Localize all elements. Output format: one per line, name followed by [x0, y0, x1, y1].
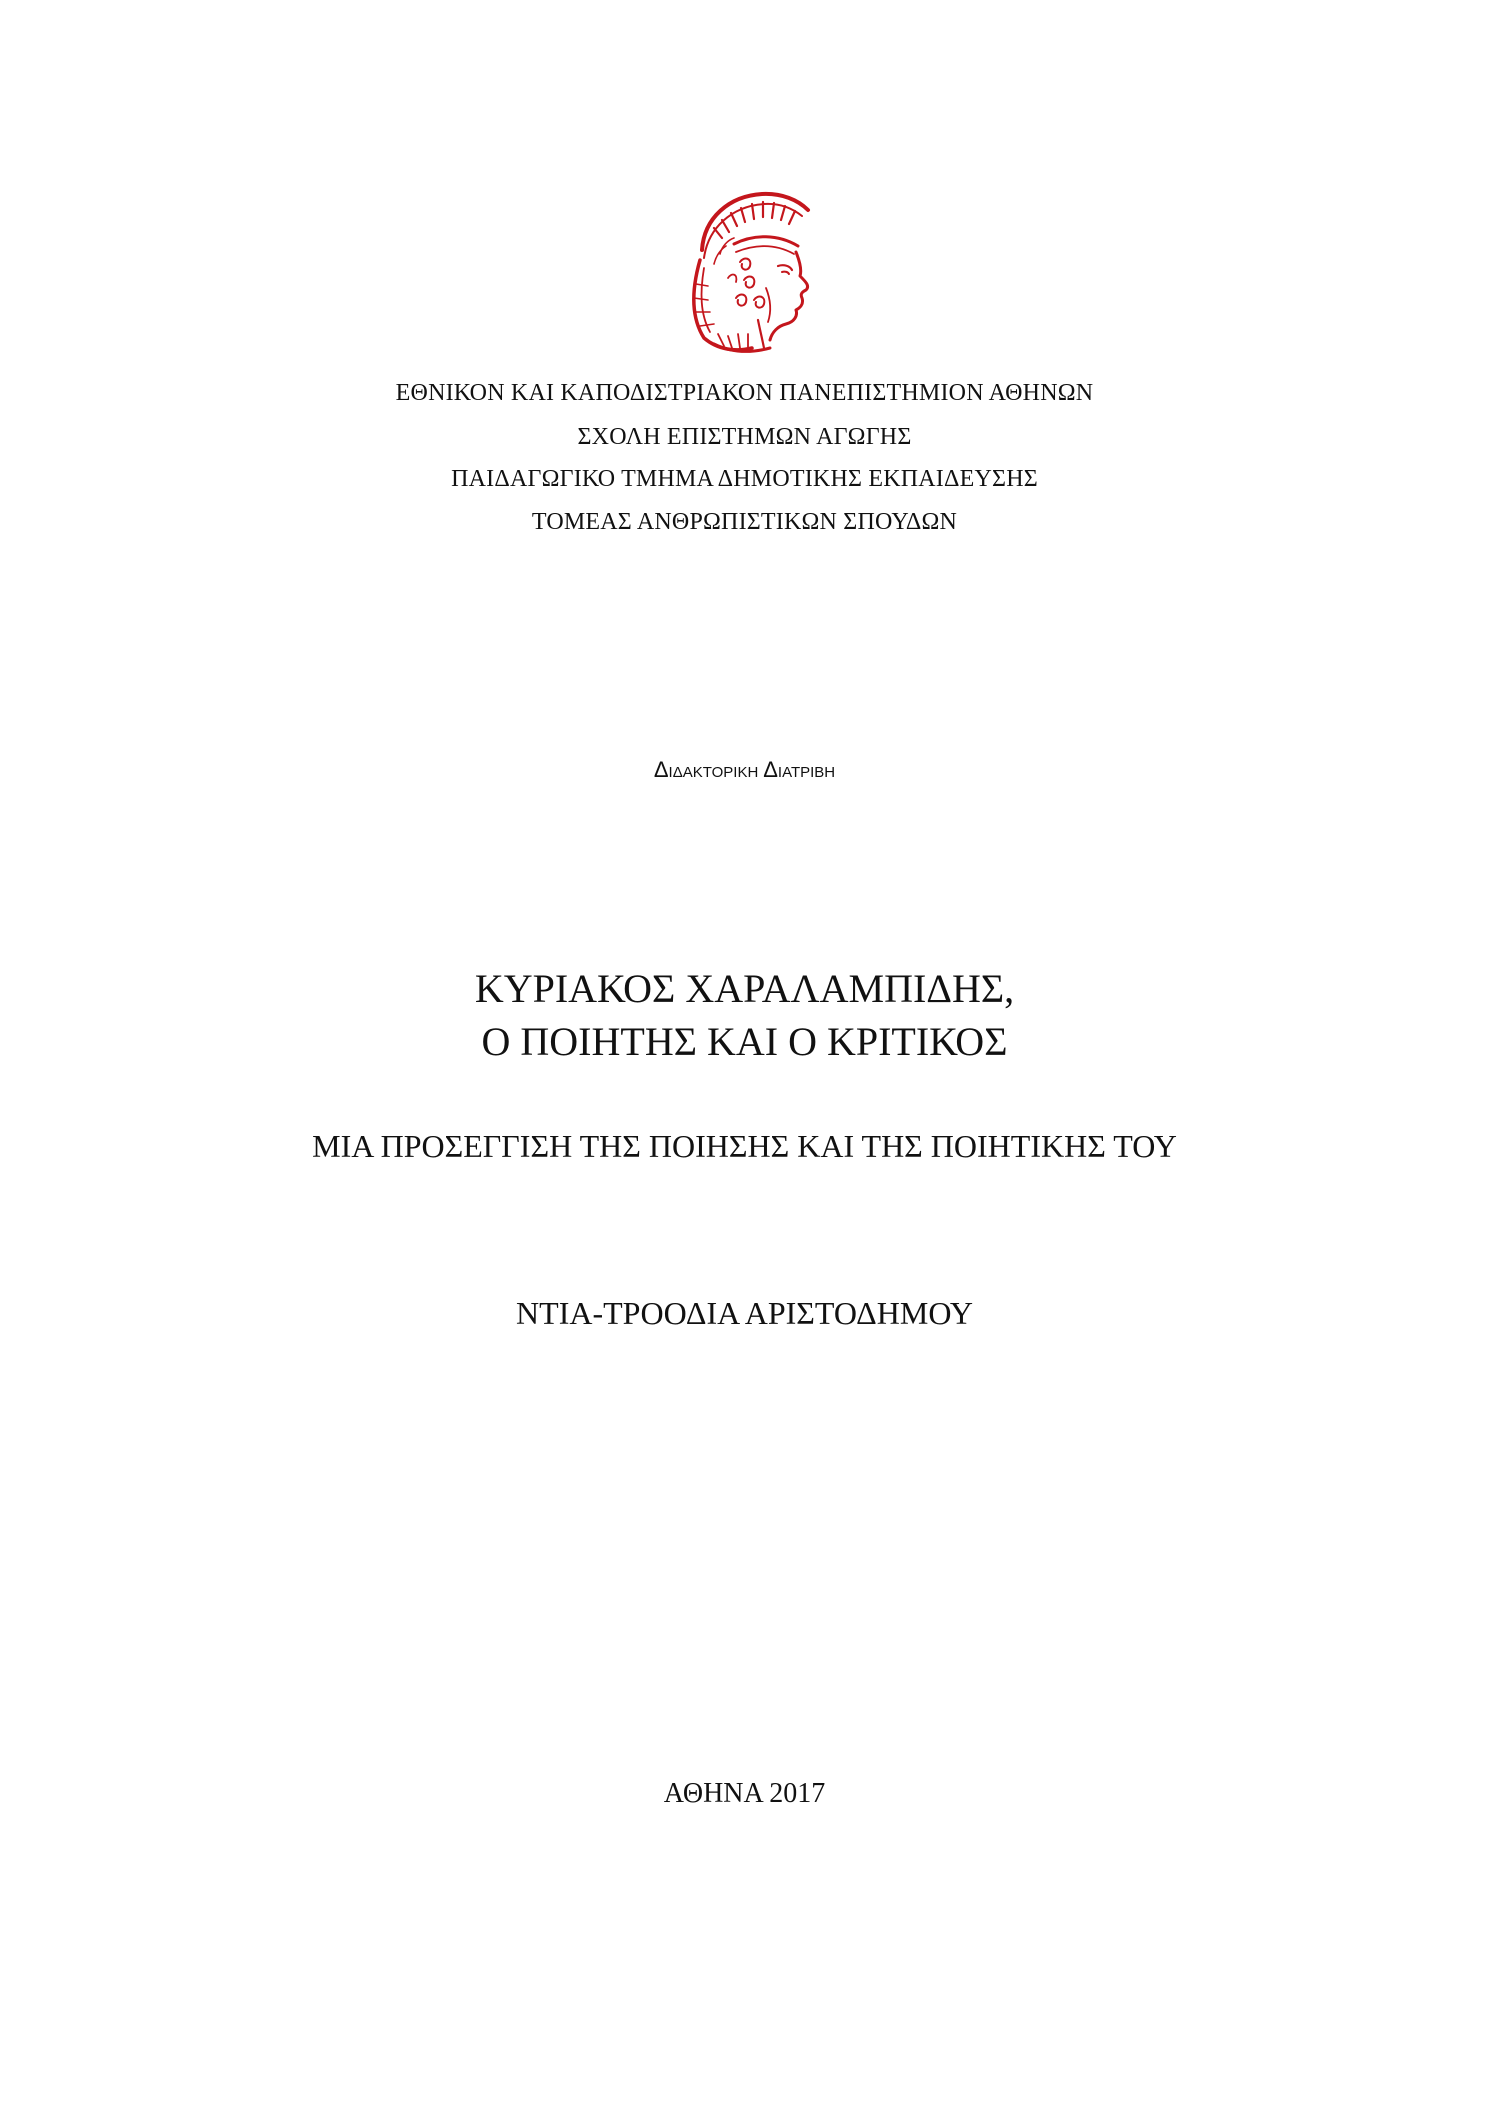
university-name: ΕΘΝΙΚΟΝ ΚΑΙ ΚΑΠΟΔΙΣΤΡΙΑΚΟΝ ΠΑΝΕΠΙΣΤΗΜΙΟΝ ΑΘΗΝΩΝ — [395, 380, 1094, 406]
thesis-subtitle: ΜΙΑ ΠΡΟΣΕΓΓΙΣΗ ΤΗΣ ΠΟΙΗΣΗΣ ΚΑΙ ΤΗΣ ΠΟΙΗΤΙΚΗΣ ΤΟΥ — [312, 1128, 1177, 1164]
athena-head-seal-icon — [674, 188, 818, 354]
thesis-title-line-2: Ο ΠΟΙΗΤΗΣ ΚΑΙ Ο ΚΡΙΤΙΚΟΣ — [481, 1019, 1008, 1064]
document-type: Διδακτορικη Διατριβη — [653, 757, 836, 782]
author-name: ΝΤΙΑ-ΤΡΟΟΔΙΑ ΑΡΙΣΤΟΔΗΜΟΥ — [516, 1295, 973, 1331]
department-name: ΠΑΙΔΑΓΩΓΙΚΟ ΤΜΗΜΑ ΔΗΜΟΤΙΚΗΣ ΕΚΠΑΙΔΕΥΣΗΣ — [451, 466, 1038, 492]
school-name: ΣΧΟΛΗ ΕΠΙΣΤΗΜΩΝ ΑΓΩΓΗΣ — [577, 424, 912, 450]
thesis-title-line-1: ΚΥΡΙΑΚΟΣ ΧΑΡΑΛΑΜΠΙΔΗΣ, — [474, 966, 1015, 1011]
place-and-year: ΑΘΗΝΑ 2017 — [663, 1778, 826, 1809]
section-name: ΤΟΜΕΑΣ ΑΝΘΡΩΠΙΣΤΙΚΩΝ ΣΠΟΥΔΩΝ — [531, 509, 958, 535]
